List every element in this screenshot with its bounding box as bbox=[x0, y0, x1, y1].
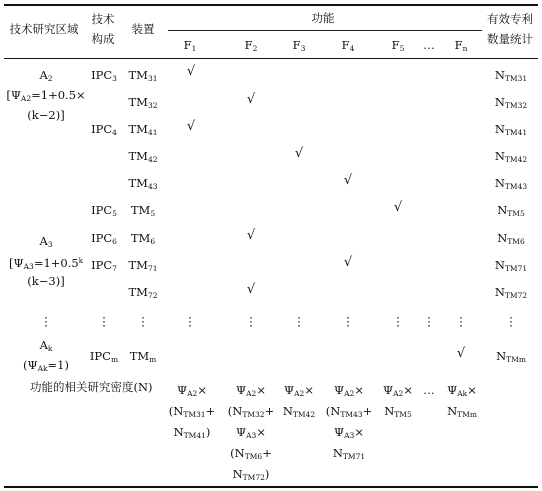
density-fn-line2: $N_{TMm}$ bbox=[447, 404, 477, 419]
device-tm31: $TM_{31}$ bbox=[128, 68, 158, 83]
vellipsis-count: ⋮ bbox=[505, 314, 517, 328]
region-a3: $A_3$ bbox=[39, 234, 53, 249]
device-tm5: $TM_5$ bbox=[130, 203, 156, 218]
function-header-rule bbox=[168, 30, 482, 31]
density-f1-line1: $\Psi_{A2}\times$ bbox=[177, 383, 207, 398]
vellipsis-f1: ⋮ bbox=[184, 314, 196, 328]
density-ellipsis: … bbox=[423, 383, 435, 397]
count-tm43: $N_{TM43}$ bbox=[494, 176, 528, 191]
region-a2-formula: [$\Psi_{A2}=1+0.5\times$ bbox=[6, 88, 86, 103]
vellipsis-f5: ⋮ bbox=[392, 314, 404, 328]
check-tm72-f2: √ bbox=[246, 282, 256, 297]
header-device: 装置 bbox=[131, 22, 155, 36]
density-f4-line3: $\Psi_{A3}\times$ bbox=[334, 425, 364, 440]
count-tm32: $N_{TM32}$ bbox=[494, 95, 528, 110]
vellipsis-f3: ⋮ bbox=[293, 314, 305, 328]
density-f5-line2: $N_{TM5}$ bbox=[384, 404, 412, 419]
count-tm5: $N_{TM5}$ bbox=[497, 203, 525, 218]
vellipsis-fn: ⋮ bbox=[455, 314, 467, 328]
device-tm71: $TM_{71}$ bbox=[128, 258, 158, 273]
device-tm42: $TM_{42}$ bbox=[128, 149, 158, 164]
region-a2: $A_2$ bbox=[39, 68, 53, 83]
check-tm71-f4: √ bbox=[343, 255, 353, 270]
composition-ipc4: $IPC_4$ bbox=[91, 122, 117, 137]
region-ak: $A_k$ bbox=[39, 338, 53, 353]
vellipsis-composition: ⋮ bbox=[98, 314, 110, 328]
device-tm6: $TM_6$ bbox=[130, 231, 156, 246]
composition-ipc3: $IPC_3$ bbox=[91, 68, 117, 83]
composition-ipc5: $IPC_5$ bbox=[91, 203, 117, 218]
check-tm5-f5: √ bbox=[393, 200, 403, 215]
count-tm72: $N_{TM72}$ bbox=[494, 285, 528, 300]
count-tm6: $N_{TM6}$ bbox=[497, 231, 525, 246]
density-f5-line1: $\Psi_{A2}\times$ bbox=[383, 383, 413, 398]
density-f2-line5: $N_{TM72}$) bbox=[232, 467, 270, 482]
count-tm31: $N_{TM31}$ bbox=[494, 68, 528, 83]
density-f4-line1: $\Psi_{A2}\times$ bbox=[334, 383, 364, 398]
vellipsis-device: ⋮ bbox=[137, 314, 149, 328]
table-bottom-rule bbox=[4, 486, 538, 488]
check-tm32-f2: √ bbox=[246, 92, 256, 107]
density-f4-line2: ($N_{TM43}+$ bbox=[325, 404, 373, 419]
header-f4: $F_4$ bbox=[341, 38, 355, 53]
count-tm42: $N_{TM42}$ bbox=[494, 149, 528, 164]
check-tm31-f1: √ bbox=[186, 64, 196, 79]
check-tm41-f1: √ bbox=[186, 119, 196, 134]
header-composition-line2: 构成 bbox=[91, 32, 115, 46]
density-f3-line2: $N_{TM42}$ bbox=[282, 404, 316, 419]
check-tmm-fn: √ bbox=[456, 346, 466, 361]
device-tm72: $TM_{72}$ bbox=[128, 285, 158, 300]
density-f2-line3: $\Psi_{A3}\times$ bbox=[236, 425, 266, 440]
density-label: 功能的相关研究密度(N) bbox=[30, 380, 153, 394]
header-function: 功能 bbox=[311, 11, 335, 25]
density-f3-line1: $\Psi_{A2}\times$ bbox=[284, 383, 314, 398]
region-a3-formula-line3: (k−3)] bbox=[27, 274, 65, 288]
composition-ipcm: $IPC_m$ bbox=[89, 349, 119, 364]
vellipsis-region: ⋮ bbox=[40, 314, 52, 328]
check-tm43-f4: √ bbox=[343, 173, 353, 188]
check-tm42-f3: √ bbox=[294, 146, 304, 161]
header-fdots: … bbox=[423, 38, 435, 52]
header-f5: $F_5$ bbox=[391, 38, 405, 53]
header-region: 技术研究区域 bbox=[9, 22, 79, 36]
vellipsis-f2: ⋮ bbox=[245, 314, 257, 328]
header-f1: $F_1$ bbox=[183, 38, 197, 53]
vellipsis-fdots: ⋮ bbox=[423, 314, 435, 328]
check-tm6-f2: √ bbox=[246, 228, 256, 243]
device-tm32: $TM_{32}$ bbox=[128, 95, 158, 110]
density-f2-line2: ($N_{TM32}+$ bbox=[227, 404, 275, 419]
header-composition-line1: 技术 bbox=[91, 12, 115, 26]
device-tmm: $TM_m$ bbox=[129, 349, 157, 364]
composition-ipc6: $IPC_6$ bbox=[91, 231, 117, 246]
device-tm43: $TM_{43}$ bbox=[128, 176, 158, 191]
density-f4-line4: $N_{TM71}$ bbox=[332, 446, 366, 461]
vellipsis-f4: ⋮ bbox=[342, 314, 354, 328]
header-bottom-rule bbox=[4, 58, 538, 59]
density-f2-line4: ($N_{TM6}+$ bbox=[230, 446, 272, 461]
region-ak-formula: $(\Psi_{Ak}=1)$ bbox=[23, 358, 69, 373]
count-tm71: $N_{TM71}$ bbox=[494, 258, 528, 273]
header-f2: $F_2$ bbox=[244, 38, 258, 53]
density-fn-line1: $\Psi_{Ak}\times$ bbox=[447, 383, 477, 398]
density-f1-line2: ($N_{TM31}+$ bbox=[168, 404, 216, 419]
header-patent-line1: 有效专利 bbox=[487, 12, 533, 26]
header-f3: $F_3$ bbox=[292, 38, 306, 53]
count-tm41: $N_{TM41}$ bbox=[494, 122, 528, 137]
count-tmm: $N_{TMm}$ bbox=[496, 349, 526, 364]
composition-ipc7: $IPC_7$ bbox=[91, 258, 117, 273]
device-tm41: $TM_{41}$ bbox=[128, 122, 158, 137]
header-fn: $F_n$ bbox=[454, 38, 468, 53]
region-a3-formula: [$\Psi_{A3}=1+0.5^k$ bbox=[9, 256, 83, 271]
density-f1-line3: $N_{TM41}$) bbox=[173, 425, 211, 440]
table-top-rule bbox=[4, 4, 538, 6]
header-patent-line2: 数量统计 bbox=[487, 32, 533, 46]
density-f2-line1: $\Psi_{A2}\times$ bbox=[236, 383, 266, 398]
region-a2-formula-line3: (k−2)] bbox=[27, 108, 65, 122]
